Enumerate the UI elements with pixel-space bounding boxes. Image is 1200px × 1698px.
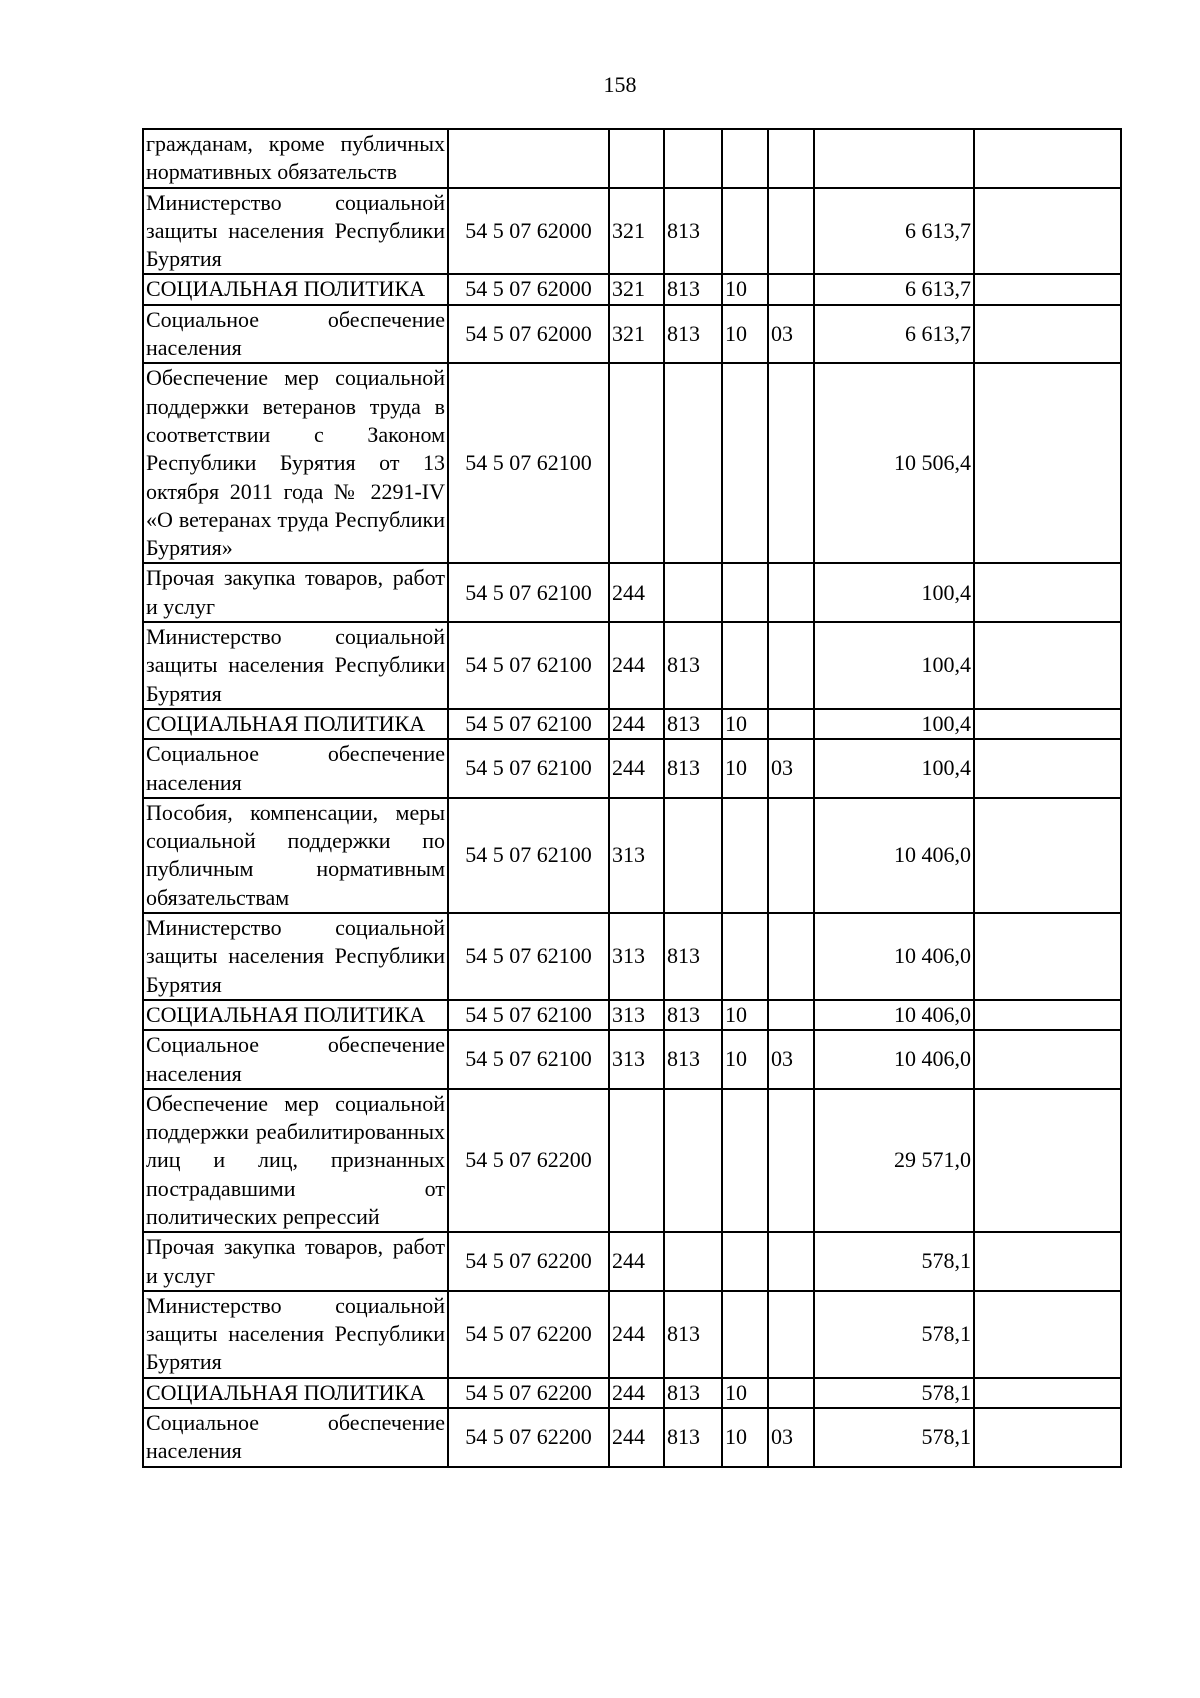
expense-type-cell <box>609 129 664 188</box>
amount-cell: 578,1 <box>814 1291 974 1378</box>
section-cell: 10 <box>722 1000 768 1030</box>
extra-cell <box>974 798 1121 913</box>
expense-type-cell: 321 <box>609 188 664 275</box>
extra-cell <box>974 913 1121 1000</box>
table-row <box>143 1000 1121 1030</box>
expense-type-cell: 244 <box>609 563 664 622</box>
subsection-cell: 03 <box>768 1030 814 1089</box>
administrator-code-cell <box>664 1089 722 1232</box>
target-article-cell: 54 5 07 62100 <box>448 709 609 739</box>
row-name-cell: гражданам, кроме публичных нормативных обязательств <box>143 129 448 188</box>
subsection-cell <box>768 622 814 709</box>
target-article-cell <box>448 129 609 188</box>
extra-cell <box>974 1378 1121 1408</box>
row-name-cell: СОЦИАЛЬНАЯ ПОЛИТИКА <box>143 1000 448 1030</box>
section-cell: 10 <box>722 1378 768 1408</box>
target-article-cell: 54 5 07 62200 <box>448 1089 609 1232</box>
amount-cell: 578,1 <box>814 1378 974 1408</box>
administrator-code-cell <box>664 563 722 622</box>
expense-type-cell <box>609 363 664 563</box>
administrator-code-cell <box>664 1232 722 1291</box>
section-cell <box>722 363 768 563</box>
target-article-cell: 54 5 07 62100 <box>448 363 609 563</box>
target-article-cell: 54 5 07 62100 <box>448 1000 609 1030</box>
table-row <box>143 188 1121 275</box>
subsection-cell <box>768 913 814 1000</box>
table-row <box>143 305 1121 364</box>
administrator-code-cell: 813 <box>664 739 722 798</box>
target-article-cell: 54 5 07 62200 <box>448 1408 609 1467</box>
table-row <box>143 622 1121 709</box>
administrator-code-cell <box>664 798 722 913</box>
section-cell: 10 <box>722 274 768 304</box>
administrator-code-cell <box>664 363 722 563</box>
amount-cell: 6 613,7 <box>814 188 974 275</box>
amount-cell: 578,1 <box>814 1408 974 1467</box>
row-name-cell: Министерство социальной защиты населения Республики Бурятия <box>143 622 448 709</box>
section-cell: 10 <box>722 1030 768 1089</box>
table-row <box>143 274 1121 304</box>
section-cell <box>722 622 768 709</box>
subsection-cell <box>768 274 814 304</box>
amount-cell: 10 406,0 <box>814 1000 974 1030</box>
row-name-cell: Министерство социальной защиты населения Республики Бурятия <box>143 1291 448 1378</box>
target-article-cell: 54 5 07 62200 <box>448 1291 609 1378</box>
extra-cell <box>974 274 1121 304</box>
administrator-code-cell: 813 <box>664 274 722 304</box>
amount-cell: 100,4 <box>814 563 974 622</box>
expense-type-cell: 313 <box>609 1030 664 1089</box>
row-name-cell: Прочая закупка товаров, работ и услуг <box>143 1232 448 1291</box>
subsection-cell: 03 <box>768 739 814 798</box>
page-number: 158 <box>603 72 637 97</box>
subsection-cell <box>768 1089 814 1232</box>
administrator-code-cell: 813 <box>664 1378 722 1408</box>
administrator-code-cell: 813 <box>664 1291 722 1378</box>
subsection-cell <box>768 1000 814 1030</box>
expense-type-cell <box>609 1089 664 1232</box>
row-name-cell: Министерство социальной защиты населения Республики Бурятия <box>143 913 448 1000</box>
administrator-code-cell: 813 <box>664 1030 722 1089</box>
row-name-cell: Обеспечение мер социальной поддержки ветеранов труда в соответствии с Законом Республики Бурятия от 13 октября 2011 года № 2291-IV «О ветеранах труда Республики Бурятия» <box>143 363 448 563</box>
table-row <box>143 1408 1121 1467</box>
amount-cell: 578,1 <box>814 1232 974 1291</box>
amount-cell: 6 613,7 <box>814 305 974 364</box>
section-cell: 10 <box>722 709 768 739</box>
subsection-cell <box>768 1291 814 1378</box>
extra-cell <box>974 129 1121 188</box>
table-row <box>143 363 1121 563</box>
extra-cell <box>974 1232 1121 1291</box>
amount-cell: 100,4 <box>814 622 974 709</box>
administrator-code-cell: 813 <box>664 305 722 364</box>
section-cell <box>722 129 768 188</box>
extra-cell <box>974 363 1121 563</box>
target-article-cell: 54 5 07 62000 <box>448 188 609 275</box>
subsection-cell <box>768 709 814 739</box>
extra-cell <box>974 622 1121 709</box>
expense-type-cell: 244 <box>609 622 664 709</box>
row-name-cell: СОЦИАЛЬНАЯ ПОЛИТИКА <box>143 709 448 739</box>
administrator-code-cell: 813 <box>664 709 722 739</box>
target-article-cell: 54 5 07 62100 <box>448 739 609 798</box>
row-name-cell: Социальное обеспечение населения <box>143 1030 448 1089</box>
administrator-code-cell: 813 <box>664 188 722 275</box>
target-article-cell: 54 5 07 62200 <box>448 1378 609 1408</box>
expense-type-cell: 244 <box>609 709 664 739</box>
extra-cell <box>974 1291 1121 1378</box>
row-name-cell: Прочая закупка товаров, работ и услуг <box>143 563 448 622</box>
section-cell: 10 <box>722 305 768 364</box>
extra-cell <box>974 709 1121 739</box>
amount-cell: 10 506,4 <box>814 363 974 563</box>
row-name-cell: СОЦИАЛЬНАЯ ПОЛИТИКА <box>143 274 448 304</box>
subsection-cell: 03 <box>768 1408 814 1467</box>
subsection-cell <box>768 798 814 913</box>
extra-cell <box>974 739 1121 798</box>
expense-type-cell: 244 <box>609 1232 664 1291</box>
extra-cell <box>974 1030 1121 1089</box>
section-cell: 10 <box>722 739 768 798</box>
amount-cell: 100,4 <box>814 739 974 798</box>
extra-cell <box>974 188 1121 275</box>
administrator-code-cell: 813 <box>664 913 722 1000</box>
subsection-cell <box>768 129 814 188</box>
expense-type-cell: 244 <box>609 1408 664 1467</box>
extra-cell <box>974 305 1121 364</box>
expense-type-cell: 313 <box>609 798 664 913</box>
amount-cell: 10 406,0 <box>814 1030 974 1089</box>
subsection-cell: 03 <box>768 305 814 364</box>
extra-cell <box>974 1408 1121 1467</box>
target-article-cell: 54 5 07 62100 <box>448 913 609 1000</box>
amount-cell <box>814 129 974 188</box>
subsection-cell <box>768 563 814 622</box>
budget-table <box>142 128 1122 1468</box>
amount-cell: 10 406,0 <box>814 913 974 1000</box>
table-row <box>143 739 1121 798</box>
section-cell <box>722 913 768 1000</box>
section-cell <box>722 563 768 622</box>
target-article-cell: 54 5 07 62200 <box>448 1232 609 1291</box>
amount-cell: 6 613,7 <box>814 274 974 304</box>
subsection-cell <box>768 1232 814 1291</box>
expense-type-cell: 321 <box>609 274 664 304</box>
expense-type-cell: 244 <box>609 739 664 798</box>
table-row <box>143 129 1121 188</box>
table-row <box>143 563 1121 622</box>
table-row <box>143 913 1121 1000</box>
expense-type-cell: 244 <box>609 1291 664 1378</box>
expense-type-cell: 321 <box>609 305 664 364</box>
row-name-cell: СОЦИАЛЬНАЯ ПОЛИТИКА <box>143 1378 448 1408</box>
target-article-cell: 54 5 07 62100 <box>448 798 609 913</box>
expense-type-cell: 313 <box>609 913 664 1000</box>
row-name-cell: Министерство социальной защиты населения Республики Бурятия <box>143 188 448 275</box>
administrator-code-cell: 813 <box>664 1408 722 1467</box>
extra-cell <box>974 563 1121 622</box>
row-name-cell: Социальное обеспечение населения <box>143 1408 448 1467</box>
section-cell <box>722 1232 768 1291</box>
subsection-cell <box>768 1378 814 1408</box>
section-cell <box>722 188 768 275</box>
expense-type-cell: 313 <box>609 1000 664 1030</box>
table-row <box>143 798 1121 913</box>
table-row <box>143 1089 1121 1232</box>
table-row <box>143 1030 1121 1089</box>
subsection-cell <box>768 363 814 563</box>
section-cell: 10 <box>722 1408 768 1467</box>
target-article-cell: 54 5 07 62000 <box>448 305 609 364</box>
subsection-cell <box>768 188 814 275</box>
table-row <box>143 1232 1121 1291</box>
amount-cell: 10 406,0 <box>814 798 974 913</box>
row-name-cell: Социальное обеспечение населения <box>143 739 448 798</box>
table-row <box>143 1291 1121 1378</box>
section-cell <box>722 1089 768 1232</box>
row-name-cell: Пособия, компенсации, меры социальной поддержки по публичным нормативным обязательствам <box>143 798 448 913</box>
target-article-cell: 54 5 07 62100 <box>448 563 609 622</box>
administrator-code-cell <box>664 129 722 188</box>
section-cell <box>722 1291 768 1378</box>
row-name-cell: Социальное обеспечение населения <box>143 305 448 364</box>
extra-cell <box>974 1089 1121 1232</box>
target-article-cell: 54 5 07 62100 <box>448 1030 609 1089</box>
administrator-code-cell: 813 <box>664 1000 722 1030</box>
table-body <box>143 129 1121 1467</box>
row-name-cell: Обеспечение мер социальной поддержки реабилитированных лиц и лиц, признанных пострадавшими от политических репрессий <box>143 1089 448 1232</box>
expense-type-cell: 244 <box>609 1378 664 1408</box>
table-row <box>143 709 1121 739</box>
section-cell <box>722 798 768 913</box>
extra-cell <box>974 1000 1121 1030</box>
target-article-cell: 54 5 07 62000 <box>448 274 609 304</box>
administrator-code-cell: 813 <box>664 622 722 709</box>
table-row <box>143 1378 1121 1408</box>
target-article-cell: 54 5 07 62100 <box>448 622 609 709</box>
amount-cell: 100,4 <box>814 709 974 739</box>
amount-cell: 29 571,0 <box>814 1089 974 1232</box>
